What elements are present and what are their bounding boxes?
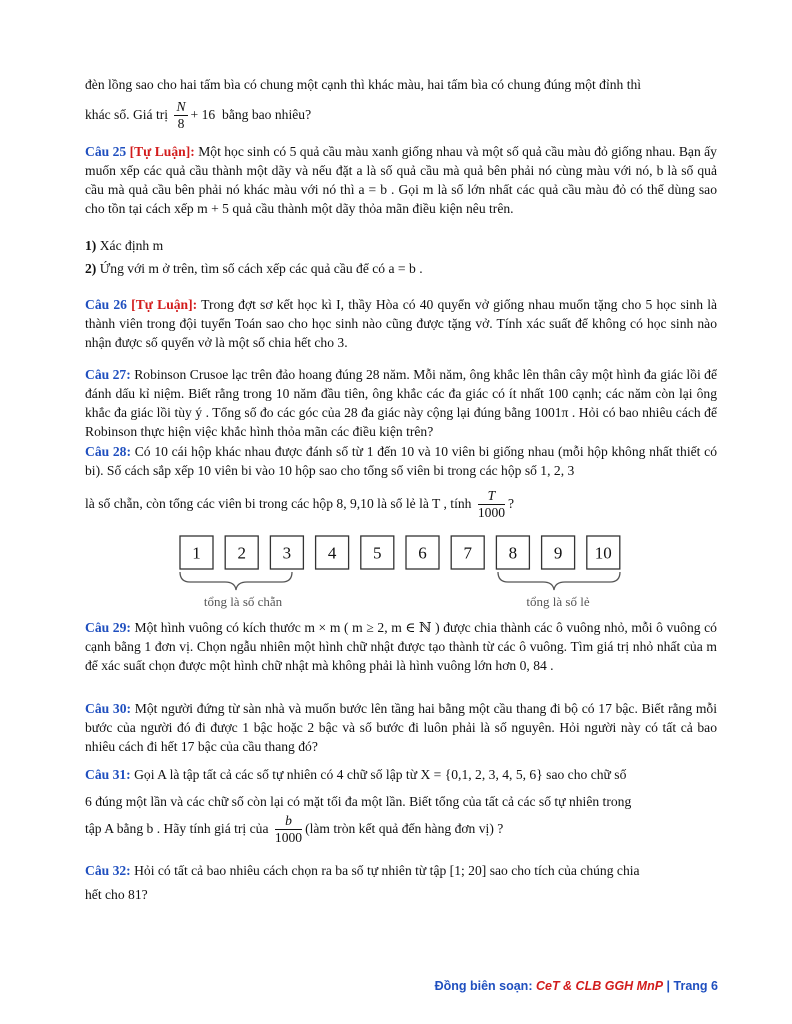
- question-label: Câu 28:: [85, 444, 132, 459]
- question-label: Câu 26: [85, 297, 127, 312]
- question-label: Câu 27:: [85, 367, 131, 382]
- continuation-line-1: đèn lồng sao cho hai tấm bìa có chung một cạnh thì khác màu, hai tấm bìa có chung đúng một đỉnh thì: [85, 77, 642, 92]
- question-29: Câu 29: Một hình vuông có kích thước m × m ( m ≥ 2, m ∈ ℕ ) được chia thành các ô vuông nhỏ, mỗi ô vuông có cạnh bằng 1 đơn vị. Chọn ngẫu nhiên một hình chữ nhật được tạo thành từ các ô vuông. Tìm giá trị nhỏ nhất của m để xác suất chọn được một hình chữ nhật mà không phải là hình vuông lớn hơn 0, 84 .: [85, 620, 717, 673]
- essay-tag: [Tự Luận]:: [129, 144, 195, 159]
- question-31-line-2: 6 đúng một lần và các chữ số còn lại có mặt tối đa một lần. Biết tổng của tất cả các số tự nhiên trong: [85, 794, 632, 809]
- fraction-n-over-8: $\frac{N}{8}$: [176, 99, 186, 132]
- question-28: Câu 28: Có 10 cái hộp khác nhau được đánh số từ 1 đến 10 và 10 viên bi giống nhau (mỗi hộp không nhất thiết có bi). Số cách sắp xếp 10 viên bi vào 10 hộp sao cho tổng số viên bi trong các hộp số 1, 2, 3: [85, 444, 717, 478]
- box-label-7: 7: [463, 543, 472, 563]
- continuation-line-2: khác số. Giá trị $\frac{N}{8}$ + 16 bằng bao nhiêu?: [85, 99, 312, 132]
- box-label-5: 5: [373, 543, 382, 563]
- footer-authors: CeT & CLB GGH MnP: [535, 979, 664, 993]
- question-31-line-1: Câu 31: Gọi A là tập tất cả các số tự nhiên có 4 chữ số lập từ X = {0,1, 2, 3, 4, 5, 6} sao cho chữ số: [85, 767, 627, 782]
- question-31-line-3: tập A bằng b . Hãy tính giá trị của $\frac{b}{1000}$ (làm tròn kết quả đến hàng đơn vị) ?: [85, 813, 504, 846]
- brace-right-label: tổng là số lẻ: [526, 594, 590, 609]
- question-25-part-2: 2) Ứng với m ở trên, tìm số cách xếp các quả cầu để có a = b .: [85, 261, 423, 276]
- boxes-figure: [170, 532, 630, 612]
- question-32-line-2: hết cho 81?: [85, 887, 148, 902]
- footer-separator: |: [666, 979, 671, 993]
- fraction-b-over-1000: $\frac{b}{1000}$: [274, 813, 303, 846]
- question-26: Câu 26 [Tự Luận]: Trong đợt sơ kết học kì I, thầy Hòa có 40 quyển vở giống nhau muốn tặng cho 5 học sinh là thành viên trong đội tuyển Toán sao cho học sinh nào cũng được tặng vở. Tính xác suất để không có học sinh nào nhận được số quyển vở là một số chia hết cho 3.: [85, 297, 717, 350]
- box-label-8: 8: [508, 543, 518, 563]
- box-label-6: 6: [418, 543, 427, 563]
- brace-left: [180, 572, 292, 590]
- page-footer: [435, 979, 718, 993]
- question-25-part-1: 1) Xác định m: [85, 238, 164, 253]
- question-label: Câu 30:: [85, 701, 132, 716]
- question-label: Câu 31:: [85, 767, 131, 782]
- question-32-line-1: Câu 32: Hỏi có tất cả bao nhiêu cách chọn ra ba số tự nhiên từ tập [1; 20] sao cho tích của chúng chia: [85, 863, 640, 878]
- footer-prefix: Đồng biên soạn:: [434, 979, 533, 993]
- question-30: Câu 30: Một người đứng từ sàn nhà và muốn bước lên tầng hai bằng một cầu thang đi bộ có 17 bậc. Biết rằng mỗi bước của người đó đi được 1 bậc hoặc 2 bậc và số bước đi luôn phải là số nguyên. Hỏi người này có tất cả bao nhiêu cách đi hết 17 bậc của cầu thang đó?: [85, 701, 717, 754]
- brace-left-label: tổng là số chẵn: [203, 594, 283, 609]
- box-label-9: 9: [553, 543, 563, 563]
- brace-right: [498, 572, 620, 590]
- box-label-4: 4: [327, 543, 337, 563]
- box-label-3: 3: [282, 543, 292, 563]
- question-label: Câu 32:: [85, 863, 131, 878]
- box-label-2: 2: [237, 543, 246, 563]
- essay-tag: [Tự Luận]:: [131, 297, 198, 312]
- question-25: Câu 25 [Tự Luận]: Một học sinh có 5 quả cầu màu xanh giống nhau và một số quả cầu màu đỏ giống nhau. Bạn ấy muốn xếp các quả cầu thành một dãy và nếu đặt a là số quả cầu mà quả bên phải nó cùng màu với nó, b là số quả cầu mà quả cầu bên phải nó khác màu với nó thì a = b . Gọi m là số lớn nhất các quả cầu màu đỏ có thể dùng sao cho tồn tại cách xếp m + 5 quả cầu thành một dãy thỏa mãn điều kiện nêu trên.: [85, 144, 717, 216]
- question-27: Câu 27: Robinson Crusoe lạc trên đảo hoang đúng 28 năm. Mỗi năm, ông khắc lên thân cây một hình đa giác lồi để đánh dấu kỉ niệm. Biết rằng trong 10 năm đầu tiên, ông khắc các đa giác có ít nhất 100 cạnh; các năm còn lại ông khắc đa giác lồi tùy ý . Tổng số đo các góc của 28 đa giác này cộng lại đúng bằng 1001π . Hỏi có bao nhiêu cách để Robinson thực hiện việc khắc hình thỏa mãn các điều kiện trên?: [85, 367, 717, 439]
- box-label-10: 10: [594, 543, 612, 563]
- question-label: Câu 25: [85, 144, 127, 159]
- footer-page-number: Trang 6: [673, 979, 718, 993]
- box-label-1: 1: [192, 543, 201, 563]
- question-28-line-3: là số chẵn, còn tổng các viên bi trong các hộp 8, 9,10 là số lẻ là T , tính $\frac{T}{1000}$ ?: [85, 488, 515, 521]
- question-label: Câu 29:: [85, 620, 131, 635]
- fraction-t-over-1000: $\frac{T}{1000}$: [477, 488, 506, 521]
